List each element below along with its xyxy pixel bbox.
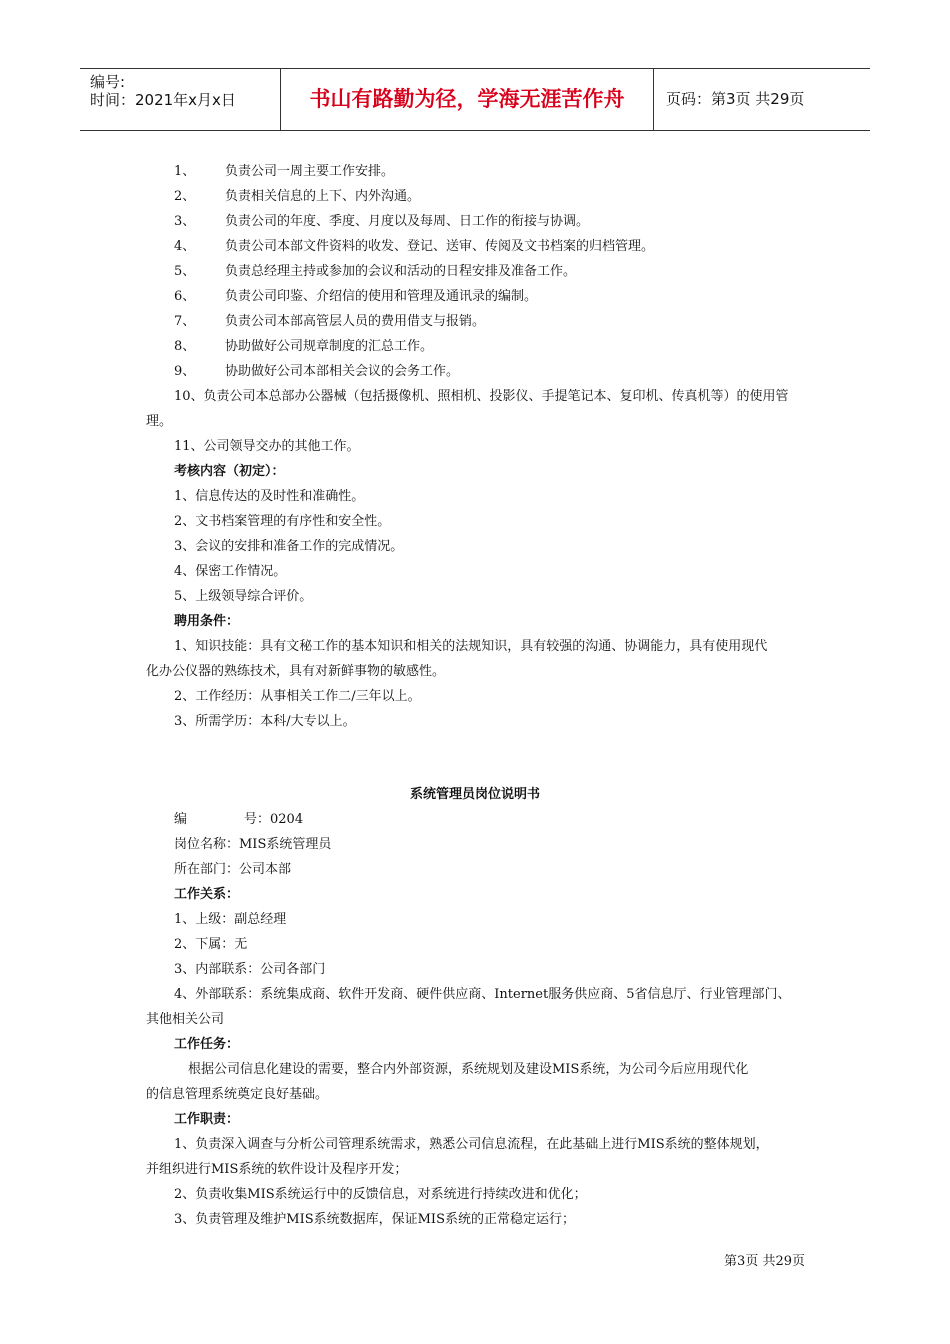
relation-item: 2、下属：无 <box>174 937 248 952</box>
assessment-item: 1、信息传达的及时性和准确性。 <box>174 489 365 504</box>
header-left-cell <box>80 69 281 130</box>
duty-1-line2: 并组织进行MIS系统的软件设计及程序开发； <box>146 1162 408 1177</box>
relations-heading: 工作关系： <box>174 887 240 902</box>
hiring-item-1-line2: 化办公仪器的熟练技术，具有对新鲜事物的敏感性。 <box>146 664 446 679</box>
duty-3: 3、负责管理及维护MIS系统数据库，保证MIS系统的正常稳定运行； <box>174 1212 575 1227</box>
assessment-item: 4、保密工作情况。 <box>174 564 287 579</box>
duty-item: 3、 负责公司的年度、季度、月度以及每周、日工作的衔接与协调。 <box>174 214 590 229</box>
duty-10-line2: 理。 <box>146 414 173 429</box>
relation-item: 1、上级：副总经理 <box>174 912 287 927</box>
position-name: 岗位名称：MIS系统管理员 <box>174 837 332 852</box>
duty-item: 7、 负责公司本部高管层人员的费用借支与报销。 <box>174 314 486 329</box>
assessment-item: 5、上级领导综合评价。 <box>174 589 313 604</box>
task-line2: 的信息管理系统奠定良好基础。 <box>146 1087 329 1102</box>
header-number-label: 编号: <box>90 73 126 91</box>
duty-2: 2、负责收集MIS系统运行中的反馈信息，对系统进行持续改进和优化； <box>174 1187 587 1202</box>
position-department: 所在部门：公司本部 <box>174 862 292 877</box>
page-footer: 第3页 共29页 <box>724 1254 805 1269</box>
position-code: 编 号：0204 <box>174 812 304 827</box>
assessment-item: 2、文书档案管理的有序性和安全性。 <box>174 514 391 529</box>
task-heading: 工作任务： <box>174 1037 240 1052</box>
duty-item: 6、 负责公司印鉴、介绍信的使用和管理及通讯录的编制。 <box>174 289 538 304</box>
assessment-item: 3、会议的安排和准备工作的完成情况。 <box>174 539 404 554</box>
duty-item: 8、 协助做好公司规章制度的汇总工作。 <box>174 339 434 354</box>
header-motto: 书山有路勤为径，学海无涯苦作舟 <box>281 69 654 130</box>
header-time-label: 时间：2021年x月x日 <box>90 91 236 109</box>
hiring-item-1-line1: 1、知识技能：具有文秘工作的基本知识和相关的法规知识，具有较强的沟通、协调能力，具有使用现代 <box>174 639 768 654</box>
duty-item: 2、 负责相关信息的上下、内外沟通。 <box>174 189 421 204</box>
relation-item: 3、内部联系：公司各部门 <box>174 962 326 977</box>
task-line1: 根据公司信息化建设的需要，整合内外部资源，系统规划及建设MIS系统，为公司今后应用现代化 <box>188 1062 749 1077</box>
duty-10-line1: 10、负责公司本总部办公器械（包括摄像机、照相机、投影仪、手提笔记本、复印机、传真机等）的使用管 <box>174 389 789 404</box>
header-page-label: 页码：第3页 共29页 <box>666 90 805 108</box>
duty-heading: 工作职责： <box>174 1112 240 1127</box>
relation-external-line1: 4、外部联系：系统集成商、软件开发商、硬件供应商、Internet服务供应商、5省信息厅、行业管理部门、 <box>174 987 791 1002</box>
duty-11: 11、公司领导交办的其他工作。 <box>174 439 360 454</box>
hiring-item-2: 2、工作经历：从事相关工作二/三年以上。 <box>174 689 421 704</box>
duty-item: 4、 负责公司本部文件资料的收发、登记、送审、传阅及文书档案的归档管理。 <box>174 239 655 254</box>
duty-item: 1、 负责公司一周主要工作安排。 <box>174 164 395 179</box>
hiring-heading: 聘用条件： <box>174 614 240 629</box>
assessment-heading: 考核内容（初定）： <box>174 464 285 479</box>
page-header <box>80 68 870 131</box>
section-title: 系统管理员岗位说明书 <box>409 787 540 802</box>
duty-1-line1: 1、负责深入调查与分析公司管理系统需求，熟悉公司信息流程，在此基础上进行MIS系统的整体规划， <box>174 1137 769 1152</box>
duty-item: 9、 协助做好公司本部相关会议的会务工作。 <box>174 364 460 379</box>
duty-item: 5、 负责总经理主持或参加的会议和活动的日程安排及准备工作。 <box>174 264 577 279</box>
hiring-item-3: 3、所需学历：本科/大专以上。 <box>174 714 356 729</box>
relation-external-line2: 其他相关公司 <box>146 1012 225 1027</box>
